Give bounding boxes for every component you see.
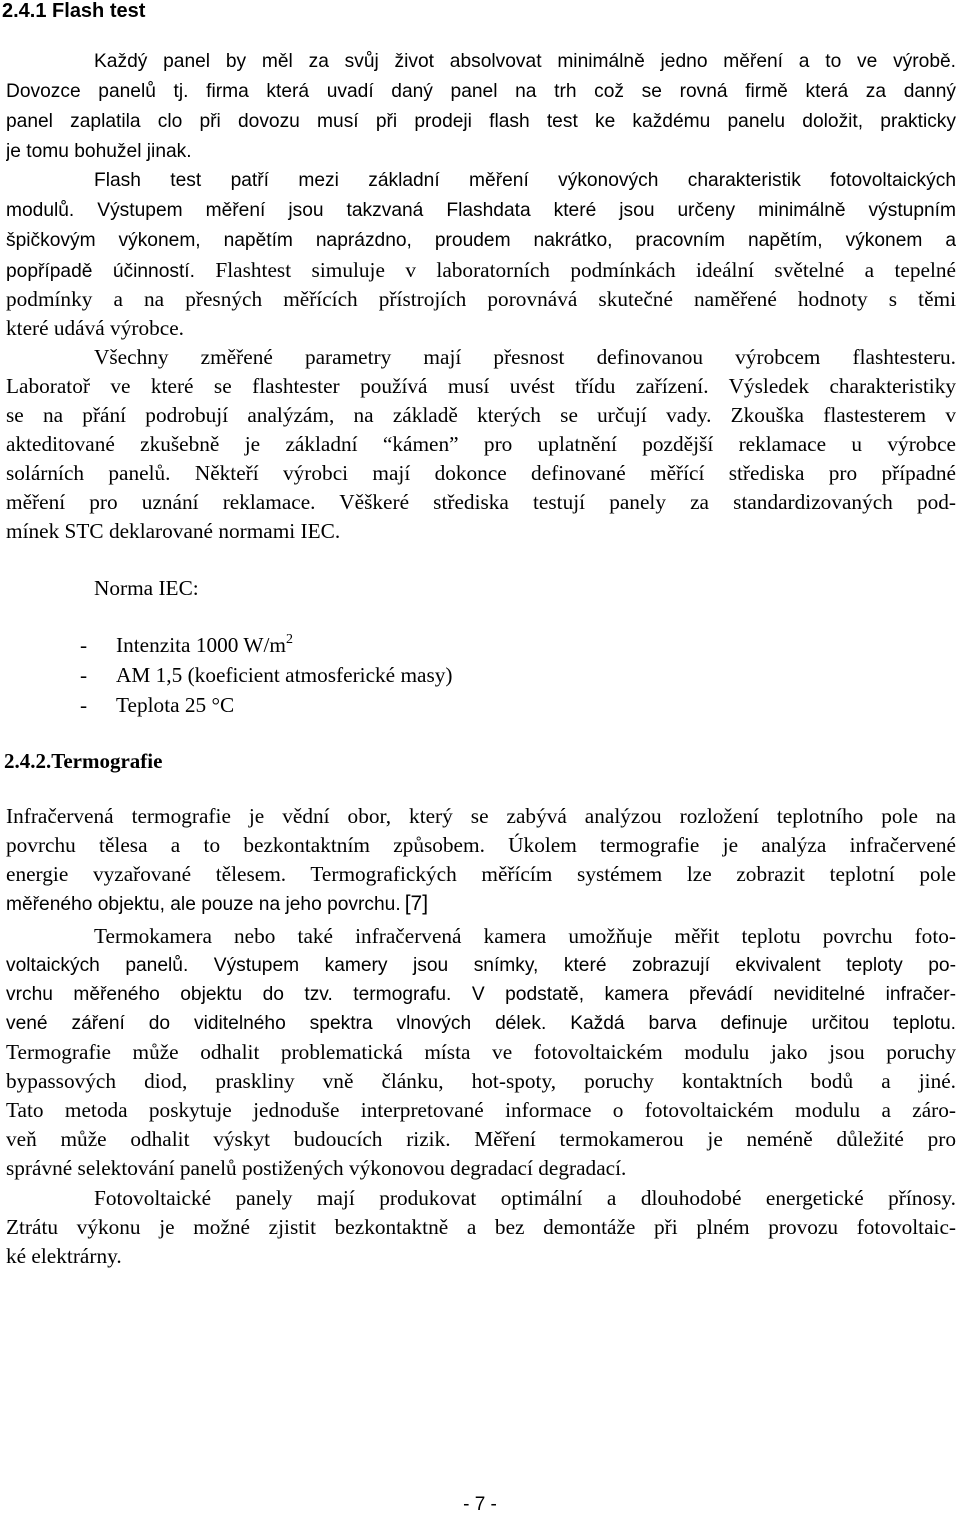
superscript: 2 xyxy=(285,632,293,647)
line-fragment: popřípadě účinností. xyxy=(6,261,216,282)
paragraph-line: povrchu tělesa a to bezkontaktním způsobem. Úkolem termografie je analýza infračervené xyxy=(6,833,956,857)
paragraph-line: mínek STC deklarované normami IEC. xyxy=(6,519,341,543)
line-fragment: modulů. xyxy=(6,200,98,221)
list-item-text xyxy=(116,633,293,658)
paragraph-line: bypassových diod, praskliny vně článku, hot-spoty, poruchy kontaktních bodů a jiné. xyxy=(6,1069,956,1093)
list-item-label: Intenzita 1000 W/m xyxy=(116,633,286,657)
paragraph-line: které udává výrobce. xyxy=(6,316,184,340)
list-item-label: AM 1,5 (koeficient atmosferické masy) xyxy=(116,663,453,687)
paragraph-line: špičkovým výkonem, napětím naprázdno, proudem nakrátko, pracovním napětím, výkonem a xyxy=(6,230,956,251)
paragraph-line: Tato metoda poskytuje jednoduše interpretované informace o fotovoltaickém modulu a záro- xyxy=(6,1098,956,1122)
list-dash: - xyxy=(80,693,88,717)
norm-label: Norma IEC: xyxy=(94,576,199,600)
paragraph-line: panel zaplatila clo při dovozu musí při prodeji flash test ke každému panelu doložit, prakticky xyxy=(6,111,956,132)
section-heading-termografie: 2.4.2.Termografie xyxy=(4,749,163,773)
paragraph-line: solárních panelů. Někteří výrobci mají dokonce definované měřící střediska pro případné xyxy=(6,461,956,485)
line-fragment: Výstupem měření jsou takzvaná Flashdata které jsou určeny minimálně výstupním xyxy=(97,200,956,221)
citation: [7] xyxy=(404,892,429,915)
list-dash: - xyxy=(80,663,88,687)
paragraph-line: akteditované zkušebně je základní “kámen” pro uplatnění pozdější reklamace u výrobce xyxy=(6,432,956,456)
paragraph-line-mixed xyxy=(6,255,956,285)
paragraph-line-with-citation xyxy=(6,889,956,919)
list-item-label: Teplota 25 °C xyxy=(116,693,235,717)
line-fragment: Flashtest simuluje v laboratorních podmínkách ideální světelné a tepelné xyxy=(215,258,956,282)
paragraph-line: Flash test patří mezi základní měření výkonových charakteristik fotovoltaických xyxy=(94,170,956,191)
paragraph-line: Laboratoř ve které se flashtester používá musí uvést třídu zařízení. Výsledek charakteristiky xyxy=(6,374,956,398)
paragraph-line-mixed xyxy=(6,196,956,226)
paragraph-line: energie vyzařované tělesem. Termografických měřícím systémem lze zobrazit teplotní pole xyxy=(6,862,956,886)
paragraph-line: se na přání podrobují analýzám, na základě kterých se určují vady. Zkouška flastesterem v xyxy=(6,403,956,427)
paragraph-line: veň může odhalit výskyt budoucích rizik. Měření termokamerou je neméně důležité pro xyxy=(6,1127,956,1151)
section-heading-flash-test: 2.4.1 Flash test xyxy=(2,0,146,22)
line-fragment: měřeného objektu, ale pouze na jeho povrchu. xyxy=(6,894,401,915)
paragraph-line: je tomu bohužel jinak. xyxy=(6,141,192,162)
paragraph-line: Termografie může odhalit problematická místa ve fotovoltaickém modulu jako jsou poruchy xyxy=(6,1040,956,1064)
paragraph-line: Termokamera nebo také infračervená kamera umožňuje měřit teplotu povrchu foto- xyxy=(94,924,956,948)
paragraph-line: Ztrátu výkonu je možné zjistit bezkontaktně a bez demontáže při plném provozu fotovoltaic- xyxy=(6,1215,956,1239)
paragraph-line: voltaických panelů. Výstupem kamery jsou snímky, které zobrazují ekvivalent teploty po- xyxy=(6,955,956,976)
paragraph-line: Každý panel by měl za svůj život absolvovat minimálně jedno měření a to ve výrobě. xyxy=(94,51,956,72)
page-number: - 7 - xyxy=(463,1494,497,1515)
paragraph-line: měření pro uznání reklamace. Věškeré střediska testují panely za standardizovaných pod- xyxy=(6,490,956,514)
paragraph-line: podmínky a na přesných měřících přístrojích porovnává skutečné naměřené hodnoty s těmi xyxy=(6,287,956,311)
list-dash: - xyxy=(80,633,88,657)
paragraph-line: vrchu měřeného objektu do tzv. termografu. V podstatě, kamera převádí neviditelné infračer- xyxy=(6,984,956,1005)
paragraph-line: vené záření do viditelného spektra vlnových délek. Každá barva definuje určitou teplotu. xyxy=(6,1013,956,1034)
paragraph-line: Dovozce panelů tj. firma která uvadí daný panel na trh což se rovná firmě která za danný xyxy=(6,81,956,102)
paragraph-line: Všechny změřené parametry mají přesnost definovanou výrobcem flashtesteru. xyxy=(94,345,956,369)
paragraph-line: ké elektrárny. xyxy=(6,1244,122,1268)
paragraph-line: správné selektování panelů postižených výkonovou degradací degradací. xyxy=(6,1156,627,1180)
paragraph-line: Fotovoltaické panely mají produkovat optimální a dlouhodobé energetické přínosy. xyxy=(94,1186,956,1210)
paragraph-line: Infračervená termografie je vědní obor, který se zabývá analýzou rozložení teplotního pole na xyxy=(6,804,956,828)
